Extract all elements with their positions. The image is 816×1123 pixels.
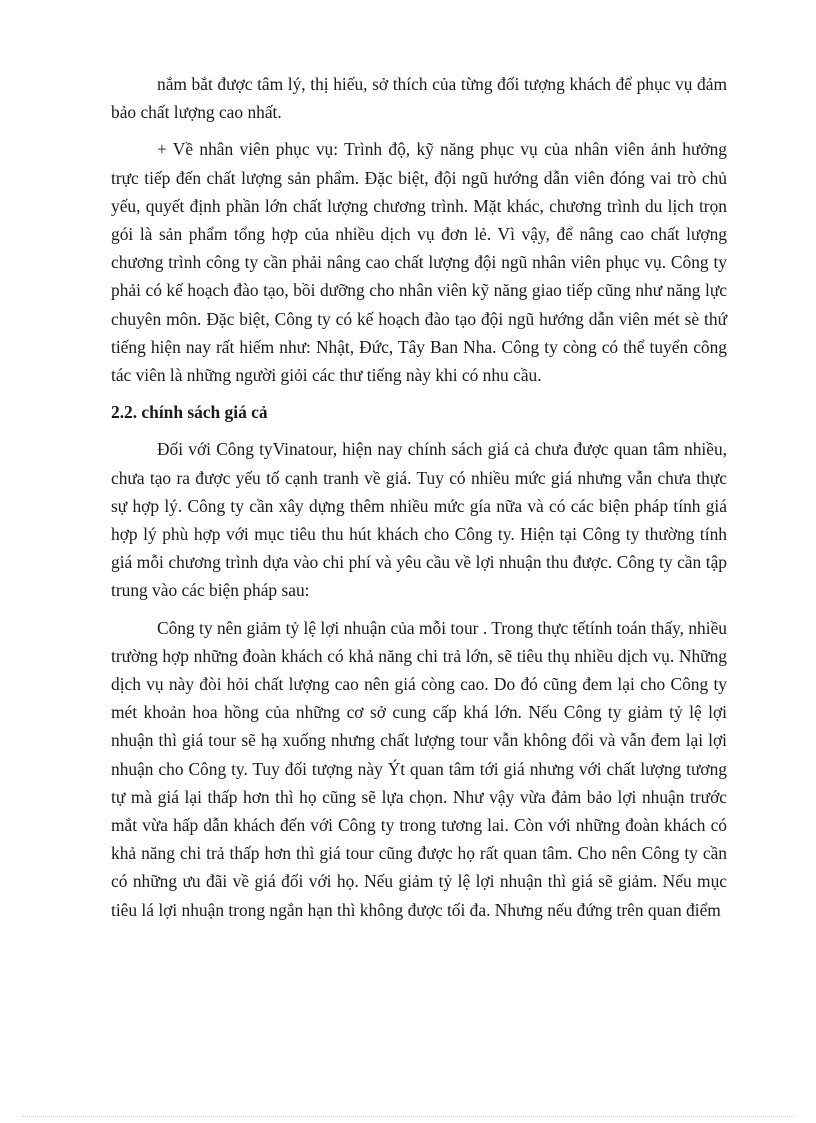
- paragraph-continuation: nắm bắt được tâm lý, thị hiếu, sở thích của từng đối tượng khách để phục vụ đảm bảo chất lượng cao nhất.: [111, 74, 727, 123]
- paragraph-profit-reduction: Công ty nên giảm tỷ lệ lợi nhuận của mỗi tour . Trong thực tếtính toán thấy, nhiều trường hợp những đoàn khách có khả năng chi trả lớn, sẽ tiêu thụ nhiều dịch vụ. Những dịch vụ này đòi hỏi chất lượng cao nên giá còng cao. Do đó cũng đem lại cho Công ty mét khoản hoa hồng của những cơ sở cung cấp khá lớn. Nếu Công ty giảm tỷ lệ lợi nhuận thì giá tour sẽ hạ xuống nhưng chất lượng tour vẫn không đổi và vẫn đem lại lợi nhuận cho Công ty. Tuy đối tượng này Ýt quan tâm tới giá nhưng với chất lượng tương tự mà giá lại thấp hơn thì họ cũng sẽ lựa chọn. Như vậy vừa đảm bảo lợi nhuận trước mắt vừa hấp dẫn khách đến với Công ty trong tương lai. Còn với những đoàn khách có khả năng chi trả thấp hơn thì giá tour cũng được họ rất quan tâm. Cho nên Công ty cần có những ưu đãi về giá đối với họ. Nếu giảm tỷ lệ lợi nhuận thì giá sẽ giảm. Nếu mục tiêu lá lợi nhuận trong ngắn hạn thì không được tối đa. Nhưng nếu đứng trên quan điểm: [111, 617, 727, 920]
- document-page: [111, 70, 727, 933]
- footer-dotted-rule: [22, 1116, 794, 1117]
- paragraph-staff-service: + Về nhân viên phục vụ: Trình độ, kỹ năng phục vụ của nhân viên ảnh hưởng trực tiếp đến chất lượng sản phẩm. Đặc biệt, đội ngũ hướng dẫn viên đóng vai trò chủ yếu, quyết định phần lớn chất lượng chương trình. Mặt khác, chương trình du lịch trọn gói là sản phẩm tổng hợp của nhiều dịch vụ đơn lẻ. Vì vậy, để nâng cao chất lượng chương trình công ty cần phải nâng cao chất lượng đội ngũ nhân viên phục vụ. Công ty phải có kế hoạch đào tạo, bồi dưỡng cho nhân viên kỹ năng giao tiếp cũng như năng lực chuyên môn. Đặc biệt, Công ty có kế hoạch đào tạo đội ngũ hướng dẫn viên mét sè thứ tiếng hiện nay rất hiếm như: Nhật, Đức, Tây Ban Nha. Công ty còng có thể tuyển công tác viên là những người giỏi các thư tiếng này khi có nhu cầu.: [111, 139, 727, 386]
- paragraph-pricing-intro: Đối với Công tyVinatour, hiện nay chính sách giá cả chưa được quan tâm nhiều, chưa tạo ra được yếu tố cạnh tranh về giá. Tuy có nhiều mức giá nhưng vẫn chưa thực sự hợp lý. Công ty cần xây dựng thêm nhiều mức gía nữa và có các biện pháp tính giá hợp lý phù hợp với mục tiêu thu hút khách cho Công ty. Hiện tại Công ty thường tính giá mỗi chương trình dựa vào chi phí và yêu cầu về lợi nhuận thu được. Công ty cần tập trung vào các biện pháp sau:: [111, 439, 727, 601]
- section-heading-pricing-policy: 2.2. chính sách giá cả: [111, 402, 268, 423]
